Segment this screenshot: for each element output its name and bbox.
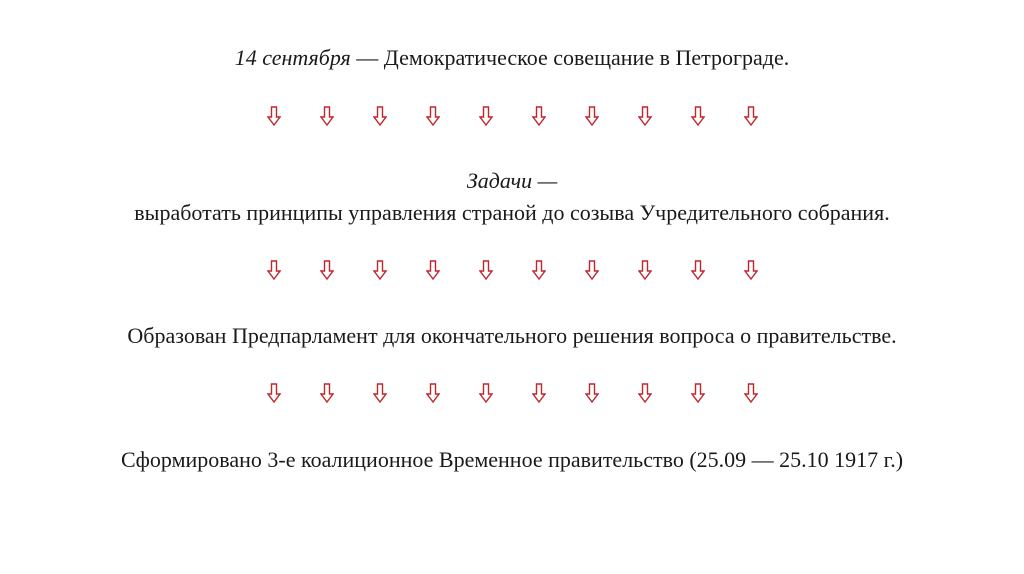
hollow-down-arrow-icon — [247, 383, 300, 405]
hollow-down-arrow-icon — [565, 106, 618, 128]
hollow-down-arrow-icon — [671, 106, 724, 128]
hollow-down-arrow-icon — [724, 260, 777, 282]
hollow-down-arrow-icon — [618, 260, 671, 282]
hollow-down-arrow-icon — [300, 260, 353, 282]
meeting-date: 14 сентября — [234, 45, 351, 70]
arrow-row-2 — [0, 260, 1024, 282]
preparliament-text: Образован Предпарламент для окончательного решения вопроса о правительстве. — [127, 323, 897, 348]
hollow-down-arrow-icon — [512, 106, 565, 128]
arrow-row-1 — [0, 106, 1024, 128]
hollow-down-arrow-icon — [353, 260, 406, 282]
tasks-heading: Задачи — — [466, 168, 558, 193]
hollow-down-arrow-icon — [459, 106, 512, 128]
hollow-down-arrow-icon — [512, 260, 565, 282]
hollow-down-arrow-icon — [247, 106, 300, 128]
tasks-text: выработать принципы управления страной до созыва Учредительного собрания. — [134, 200, 890, 225]
hollow-down-arrow-icon — [406, 106, 459, 128]
government-text: Сформировано 3-е коалиционное Временное правительство (25.09 — 25.10 1917 г.) — [120, 447, 904, 472]
hollow-down-arrow-icon — [459, 383, 512, 405]
arrow-row-3 — [0, 383, 1024, 405]
hollow-down-arrow-icon — [300, 383, 353, 405]
hollow-down-arrow-icon — [300, 106, 353, 128]
hollow-down-arrow-icon — [512, 383, 565, 405]
line-democratic-meeting — [0, 44, 1024, 72]
hollow-down-arrow-icon — [406, 383, 459, 405]
hollow-down-arrow-icon — [353, 106, 406, 128]
hollow-down-arrow-icon — [618, 383, 671, 405]
hollow-down-arrow-icon — [353, 383, 406, 405]
hollow-down-arrow-icon — [459, 260, 512, 282]
hollow-down-arrow-icon — [565, 260, 618, 282]
hollow-down-arrow-icon — [671, 383, 724, 405]
hollow-down-arrow-icon — [618, 106, 671, 128]
hollow-down-arrow-icon — [565, 383, 618, 405]
meeting-description: — Демократическое совещание в Петрограде. — [350, 45, 790, 70]
hollow-down-arrow-icon — [406, 260, 459, 282]
hollow-down-arrow-icon — [724, 383, 777, 405]
hollow-down-arrow-icon — [247, 260, 300, 282]
hollow-down-arrow-icon — [671, 260, 724, 282]
hollow-down-arrow-icon — [724, 106, 777, 128]
